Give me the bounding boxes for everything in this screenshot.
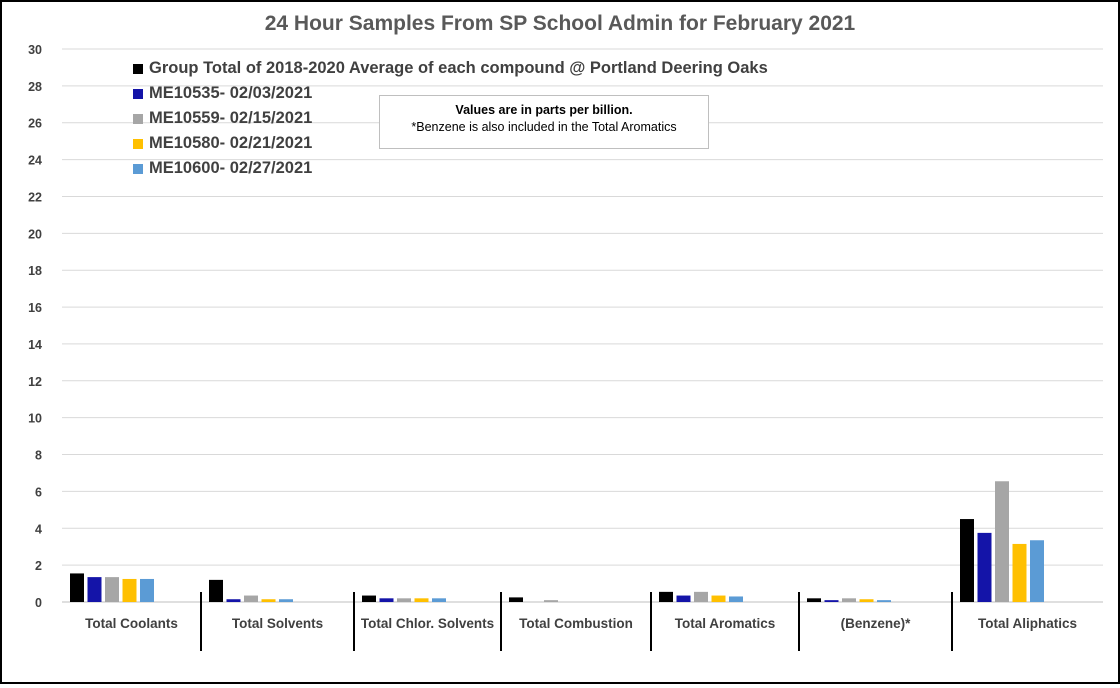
legend-swatch	[133, 89, 143, 99]
bar	[509, 597, 523, 602]
legend-swatch	[133, 164, 143, 174]
bar	[877, 600, 891, 602]
y-tick-label: 24	[28, 153, 42, 168]
y-tick-label: 4	[35, 522, 42, 537]
bar	[842, 598, 856, 602]
bar	[995, 481, 1009, 602]
bar	[729, 596, 743, 602]
units-note-line: Values are in parts per billion.	[455, 103, 633, 117]
bar	[544, 600, 558, 602]
x-tick-label: Total Aromatics	[674, 616, 776, 631]
y-tick-label: 8	[35, 448, 42, 463]
bar	[70, 573, 84, 602]
y-tick-label: 28	[28, 79, 42, 94]
bar	[380, 598, 394, 602]
bar	[105, 577, 119, 602]
bar	[960, 519, 974, 602]
bar	[88, 577, 102, 602]
x-tick-label: Total Solvents	[231, 616, 324, 631]
bar	[415, 598, 429, 602]
y-tick-label: 0	[35, 596, 42, 610]
bar	[659, 592, 673, 602]
bar	[712, 596, 726, 602]
y-tick-label: 30	[28, 43, 42, 57]
y-tick-label: 22	[28, 190, 42, 205]
y-axis-ticks	[28, 43, 42, 610]
bars	[70, 481, 1044, 602]
units-note	[379, 95, 709, 149]
x-tick-label: Total Coolants	[85, 616, 178, 631]
legend-label: Group Total of 2018-2020 Average of each compound @ Portland Deering Oaks	[149, 59, 768, 77]
bar	[279, 599, 293, 602]
legend-item-me10600	[133, 156, 768, 181]
x-tick-label: Total Combustion	[519, 616, 633, 631]
x-tick-label: Total Aliphatics	[977, 616, 1078, 631]
y-tick-label: 14	[28, 337, 42, 352]
bar	[140, 579, 154, 602]
legend-swatch	[133, 114, 143, 124]
bar	[860, 599, 874, 602]
bar	[397, 598, 411, 602]
y-tick-label: 18	[28, 264, 42, 279]
bar	[244, 596, 258, 602]
y-tick-label: 20	[28, 227, 42, 242]
bar	[807, 598, 821, 602]
bar	[262, 599, 276, 602]
legend-swatch	[133, 139, 143, 149]
y-tick-label: 2	[35, 559, 42, 574]
legend-label: ME10535- 02/03/2021	[149, 84, 313, 102]
bar	[362, 596, 376, 602]
legend-item-group-average	[133, 56, 768, 81]
bar	[694, 592, 708, 602]
x-tick-label: (Benzene)*	[840, 616, 911, 631]
bar	[209, 580, 223, 602]
y-tick-label: 10	[28, 411, 42, 426]
bar	[1030, 540, 1044, 602]
bar	[1013, 544, 1027, 602]
bar	[123, 579, 137, 602]
y-tick-label: 6	[35, 485, 42, 500]
bar	[978, 533, 992, 602]
bar	[227, 599, 241, 602]
legend-label: ME10600- 02/27/2021	[149, 159, 313, 177]
chart-title: 24 Hour Samples From SP School Admin for February 2021	[264, 12, 856, 35]
y-tick-label: 12	[28, 374, 42, 389]
y-tick-label: 26	[28, 116, 42, 131]
y-tick-label: 16	[28, 301, 42, 316]
legend-swatch	[133, 64, 143, 74]
legend-label: ME10559- 02/15/2021	[149, 109, 313, 127]
benzene-note-line: *Benzene is also included in the Total Aromatics	[411, 120, 677, 134]
bar	[432, 598, 446, 602]
x-tick-label: Total Chlor. Solvents	[360, 616, 495, 631]
bar	[825, 600, 839, 602]
legend-label: ME10580- 02/21/2021	[149, 134, 313, 152]
bar	[677, 596, 691, 602]
